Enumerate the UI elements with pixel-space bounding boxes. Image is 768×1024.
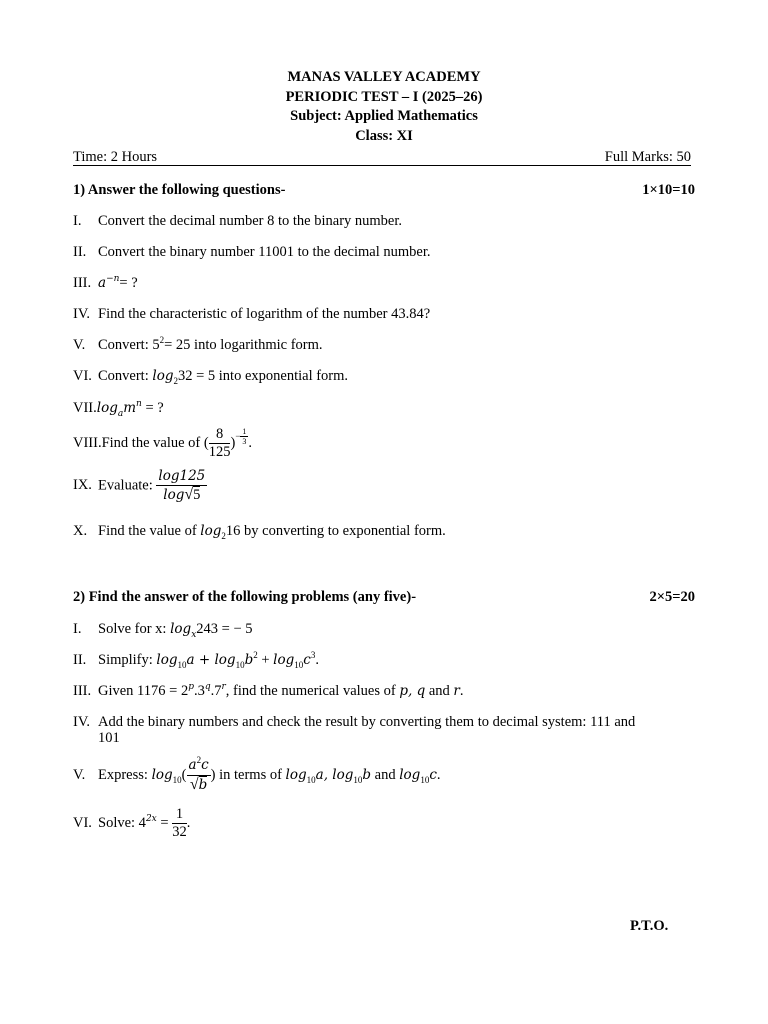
question-number: II. [73,244,87,260]
sqrt-icon: √ [189,776,199,793]
question-post: by converting to exponential form. [240,523,446,539]
log-base: 2 [173,376,178,386]
fraction-denominator: 32 [172,824,187,840]
log-base: 10 [420,774,430,785]
log-symbol: log [200,523,222,539]
section-1-title: 1) Answer the following questions- [73,182,286,198]
question-post: . [315,652,319,668]
subject: Subject: Applied Mathematics [290,108,478,124]
numer-tail: c [201,757,209,773]
exponent-frac [240,427,248,446]
question-1-6 [73,368,693,385]
question-post: . [248,434,253,451]
sqrt-icon: √ [184,486,194,503]
question-pre: Given 1176 = 2 [98,683,189,699]
question-text-cont: 101 [98,730,120,746]
question-pre: Find the value of [98,523,201,539]
log-argument: 16 [225,523,241,539]
question-number: VIII. [73,434,102,451]
full-marks-label: Full Marks: 50 [604,149,691,165]
section-2-marks: 2×5=20 [649,589,695,605]
question-number: I. [73,213,82,229]
math-exponent: 2 [253,650,258,660]
log-argument: 32 = 5 [177,368,216,384]
fraction [172,806,187,841]
question-text: Convert the decimal number 8 to the binary number. [98,213,403,229]
log-symbol: log [399,766,421,783]
fraction-denominator [156,486,207,504]
log-base: x [191,630,197,640]
log-argument: m [123,400,137,416]
question-1-9 [73,468,693,504]
question-2-5 [73,757,693,794]
question-1-10 [73,523,693,540]
question-number: VI. [73,368,92,384]
question-tail: = ? [119,275,138,291]
time-label: Time: 2 Hours [73,149,158,165]
and-word: and [371,766,400,783]
fraction [156,468,207,504]
question-mid: in terms of [215,766,286,783]
exam-header [0,68,768,146]
question-post: = 25 into logarithmic form. [164,337,323,353]
question-tail: = ? [141,400,164,416]
question-post: . [436,766,441,783]
log-symbol: log [151,766,173,783]
school-name: MANAS VALLEY ACADEMY [287,69,481,85]
question-2-1 [73,621,693,639]
log-symbol: log [170,621,192,637]
math-exponent: p [188,682,194,692]
question-number: V. [73,337,86,353]
question-pre: Convert: 5 [98,337,160,353]
test-name: PERIODIC TEST – I (2025–26) [285,88,483,105]
math-exponent: 2 [159,335,165,345]
question-post: into exponential form. [215,368,349,384]
numer-base: a [188,757,197,773]
question-1-1 [73,213,693,229]
close-paren: ) [210,766,216,783]
question-1-5 [73,337,693,354]
log-symbol: log [152,368,174,384]
numer-exp: 2 [196,755,202,765]
fraction-denominator: 125 [208,444,231,460]
question-2-3 [73,683,693,701]
log-symbol: log [285,766,307,783]
fraction-denominator [187,776,211,794]
log-base: 10 [306,774,316,785]
log-symbol: log [332,766,354,783]
question-pre: Convert: [98,368,153,384]
math-exponent: −n [106,274,120,284]
question-number: IX. [73,477,92,494]
question-end: . [459,683,464,699]
exp-denominator: 3 [242,437,247,447]
log-base: 10 [294,660,304,670]
plus: + [257,652,274,668]
question-pre: Evaluate: [98,477,157,494]
exponent-sign: − [235,430,241,441]
question-1-8 [73,426,693,461]
variable-r: r [453,683,460,699]
question-1-7 [73,400,693,418]
log-argument: b [362,766,372,783]
question-number: IV. [73,306,91,322]
question-post: . [186,814,191,831]
variables: p, q [399,683,426,699]
question-1-4 [73,306,693,322]
fraction-numerator [187,757,211,776]
log-base: a [117,409,124,419]
log-base: 10 [235,660,245,670]
class: Class: XI [355,127,413,144]
fraction [187,757,211,794]
question-pre: Express: [98,766,152,783]
math-exponent: 3 [310,650,316,660]
question-number: VII. [73,400,97,416]
question-1-2 [73,244,693,260]
pto-label: P.T.O. [630,918,669,934]
and-word: and [425,683,454,699]
math-base: a [98,275,107,291]
log-symbol: log [214,652,236,668]
log-argument: a + [186,652,215,668]
log-base: 2 [221,531,226,541]
radicand: 5 [193,487,201,503]
question-pre: Solve: 4 [98,814,146,831]
question-number: X. [73,523,88,539]
question-number: III. [73,275,92,291]
section-1-heading [73,182,695,199]
log-symbol: log [163,487,185,503]
log-argument: 243 = − 5 [196,621,253,637]
question-text: Convert the binary number 11001 to the decimal number. [98,244,431,260]
question-number: I. [73,621,82,637]
open-paren: ( [181,766,187,783]
math-exponent: 2x [145,813,157,824]
question-2-6 [73,806,693,841]
question-pre: Find the value of ( [101,434,209,451]
question-pre: Simplify: [98,652,157,668]
fraction-numerator: 1 [172,806,187,824]
question-number: IV. [73,714,91,730]
log-symbol: log [96,400,118,416]
question-number: VI. [73,814,92,831]
section-2-heading [73,589,695,606]
log-argument: c [429,766,437,783]
comma: , [323,766,333,783]
question-text: Find the characteristic of logarithm of the number 43.84? [98,306,431,322]
question-post: , find the numerical values of [225,683,400,699]
exp-numerator: 1 [242,427,247,437]
question-number: II. [73,652,87,668]
exponent-fraction [235,427,248,447]
math-exponent: q [204,682,211,692]
log-base: 10 [172,774,182,785]
close-paren: ) [230,434,236,451]
log-base: 10 [177,660,187,670]
log-argument: b [244,652,254,668]
question-1-3 [73,275,693,293]
question-2-2 [73,652,693,669]
log-symbol: log [156,652,178,668]
math-exponent: r [221,682,226,692]
fraction [209,426,231,461]
question-number: V. [73,766,86,783]
math-mid: .7 [210,683,222,699]
fraction-numerator: 8 [209,426,231,444]
section-2-title: 2) Find the answer of the following problems (any five)- [73,589,417,605]
question-number: III. [73,683,92,699]
log-symbol: log [273,652,295,668]
equals: = [156,814,173,831]
log-argument: c [303,652,311,668]
radicand: b [198,777,208,793]
log-argument: a [315,766,324,783]
section-1-marks: 1×10=10 [642,182,695,198]
math-mid: .3 [193,683,205,699]
math-exponent: n [136,399,142,409]
fraction-numerator: log125 [158,468,206,484]
question-2-4 [73,714,693,746]
log-base: 10 [353,774,363,785]
question-pre: Solve for x: [98,621,171,637]
question-text: Add the binary numbers and check the result by converting them to decimal system: 111 and [98,714,636,730]
exam-meta [73,149,691,166]
